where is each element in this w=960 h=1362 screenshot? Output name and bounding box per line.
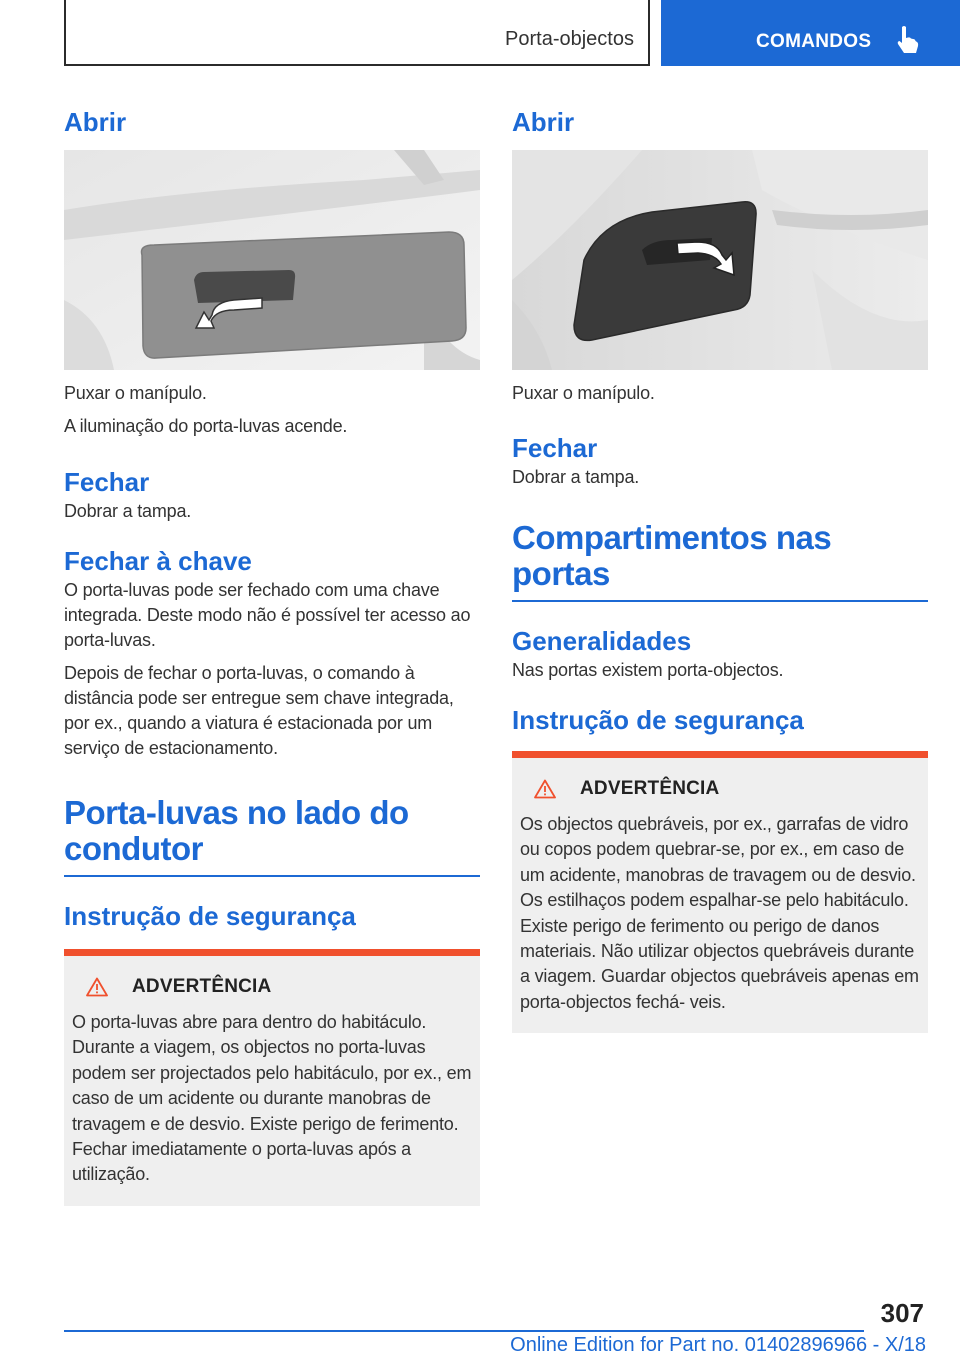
header-chapter-tab[interactable] <box>661 0 960 66</box>
section-title-abrir-right: Abrir <box>512 107 575 137</box>
paragraph-fechar: Dobrar a tampa. <box>64 501 192 521</box>
left-column <box>64 100 480 1206</box>
paragraph-chave-2: Depois de fechar o porta-luvas, o comando à distância pode ser entregue sem chave integrada, por ex., quando a viatura é estacionada por um serviço de estacionamento. <box>64 663 454 758</box>
chapter-rule-right <box>512 600 928 602</box>
warning-triangle-icon <box>534 779 556 799</box>
section-title-generalidades: Generalidades <box>512 626 692 656</box>
warning-text: O porta-luvas abre para dentro do habitáculo. Durante a viagem, os objectos no porta-luvas podem ser projectados pelo habitáculo, por ex., em caso de um acidente ou durante manobras de travagem e de desvio. Existe perigo de ferimento. Fechar imediatamente o porta-luvas após a utilização. <box>72 1012 472 1185</box>
header-chapter-label: COMANDOS <box>756 31 872 52</box>
page-number: 307 <box>880 1298 924 1328</box>
section-title-fechar: Fechar <box>64 467 150 497</box>
warning-title-right: ADVERTÊNCIA <box>580 778 720 799</box>
paragraph-abrir-2: A iluminação do porta-luvas acende. <box>64 416 348 436</box>
warning-header-right <box>512 758 928 800</box>
paragraph-generalidades: Nas portas existem porta-objectos. <box>512 660 784 680</box>
paragraph-abrir-1: Puxar o manípulo. <box>64 383 207 403</box>
header-section-title: Porta-objectos <box>505 28 634 50</box>
warning-header <box>64 956 480 998</box>
section-title-fechar-chave: Fechar à chave <box>64 546 252 576</box>
header-section-box <box>64 0 650 66</box>
chapter-title-compartimentos: Compartimentos nas portas <box>512 519 832 592</box>
glovebox-photo <box>64 150 480 370</box>
footer-edition: Online Edition for Part no. 01402896966 - X/18 <box>510 1334 926 1356</box>
driver-storage-photo <box>512 150 928 370</box>
warning-box <box>64 949 480 1206</box>
section-title-seguranca-right: Instrução de segurança <box>512 705 804 735</box>
hand-pointer-icon <box>895 25 919 55</box>
section-title-abrir: Abrir <box>64 107 127 137</box>
warning-bar-right <box>512 751 928 758</box>
section-title-seguranca: Instrução de segurança <box>64 901 356 931</box>
warning-title: ADVERTÊNCIA <box>132 976 272 997</box>
chapter-rule <box>64 875 480 877</box>
right-column <box>512 100 928 1033</box>
warning-box-right <box>512 751 928 1033</box>
section-title-fechar-right: Fechar <box>512 433 598 463</box>
paragraph-abrir-right: Puxar o manípulo. <box>512 383 655 403</box>
warning-triangle-icon <box>86 977 108 997</box>
warning-bar <box>64 949 480 956</box>
paragraph-chave-1: O porta-luvas pode ser fechado com uma chave integrada. Deste modo não é possível ter acesso ao porta-luvas. <box>64 580 471 650</box>
warning-text-right: Os objectos quebráveis, por ex., garrafas de vidro ou copos podem quebrar-se, por ex., em caso de um acidente, manobras de travagem ou de desvio. Os estilhaços podem espalhar-se pelo habitáculo. Existe perigo de ferimento ou perigo de danos materiais. Não utilizar objectos quebráveis durante a viagem. Guardar objectos quebráveis apenas em porta-objectos fechá- veis. <box>520 814 919 1012</box>
paragraph-fechar-right: Dobrar a tampa. <box>512 467 640 487</box>
footer-rule <box>64 1330 864 1332</box>
chapter-title-condutor: Porta-luvas no lado do condutor <box>64 794 409 867</box>
